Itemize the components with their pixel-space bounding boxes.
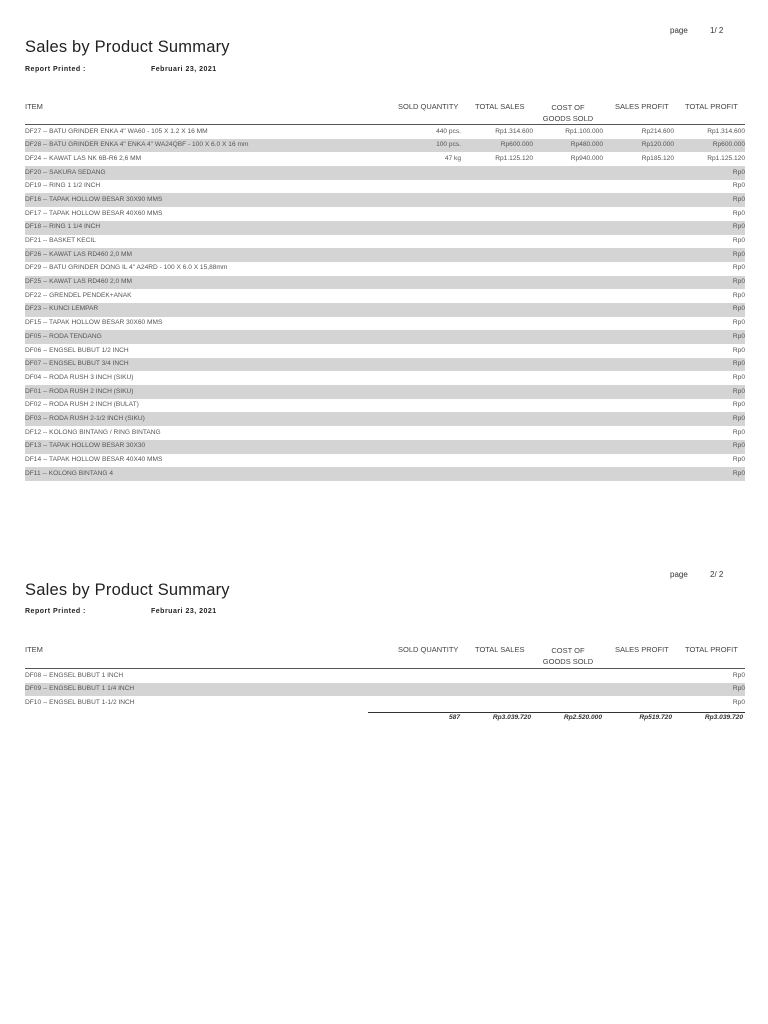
page-number: 1/ 2 bbox=[710, 26, 724, 35]
cell-total-profit: Rp0 bbox=[732, 332, 745, 340]
cell-total-profit: Rp0 bbox=[732, 182, 745, 190]
cell-sold-quantity: 100 pcs. bbox=[436, 141, 461, 149]
table-row bbox=[25, 248, 745, 262]
table-row bbox=[25, 412, 745, 426]
page-label: page bbox=[670, 570, 688, 579]
table-row bbox=[25, 221, 745, 235]
table-header bbox=[25, 102, 745, 122]
table-row bbox=[25, 139, 745, 153]
cell-total-profit: Rp0 bbox=[732, 698, 745, 706]
cell-item: DF08 -- ENGSEL BUBUT 1 INCH bbox=[25, 671, 124, 679]
cell-total-profit: Rp0 bbox=[732, 195, 745, 203]
cell-item: DF13 -- TAPAK HOLLOW BESAR 30X30 bbox=[25, 442, 146, 450]
cell-item: DF09 -- ENGSEL BUBUT 1 1/4 INCH bbox=[25, 685, 135, 693]
cell-cost-of-goods-sold: Rp940.000 bbox=[570, 154, 603, 162]
cell-item: DF03 -- RODA RUSH 2-1/2 INCH (SIKU) bbox=[25, 414, 145, 422]
cell-total-profit: Rp1.125.120 bbox=[707, 154, 745, 162]
header-item: ITEM bbox=[25, 102, 43, 111]
cell-item: DF10 -- ENGSEL BUBUT 1-1/2 INCH bbox=[25, 698, 135, 706]
page-label: page bbox=[670, 26, 688, 35]
page-indicator bbox=[670, 26, 723, 35]
cell-total-profit: Rp0 bbox=[732, 685, 745, 693]
table-row bbox=[25, 235, 745, 249]
total-sales-profit: Rp519.720 bbox=[639, 714, 672, 721]
table-body bbox=[25, 125, 745, 481]
total-sold-quantity: 587 bbox=[448, 714, 460, 721]
table-row bbox=[25, 152, 745, 166]
cell-item: DF22 -- GRENDEL PENDEK+ANAK bbox=[25, 291, 132, 299]
cell-total-profit: Rp0 bbox=[732, 209, 745, 217]
header-total-profit: TOTAL PROFIT bbox=[685, 645, 738, 654]
header-total-profit: TOTAL PROFIT bbox=[685, 102, 738, 111]
cell-item: DF25 -- KAWAT LAS RD460 2,0 MM bbox=[25, 278, 132, 286]
cell-total-profit: Rp0 bbox=[732, 264, 745, 272]
cell-item: DF05 -- RODA TENDANG bbox=[25, 332, 102, 340]
cell-total-profit: Rp0 bbox=[732, 319, 745, 327]
cell-total-profit: Rp0 bbox=[732, 671, 745, 679]
cell-total-profit: Rp1.314.600 bbox=[707, 127, 745, 135]
table-row bbox=[25, 683, 745, 697]
cell-total-profit: Rp0 bbox=[732, 428, 745, 436]
cell-sold-quantity: 47 kg bbox=[444, 154, 461, 162]
table-row bbox=[25, 344, 745, 358]
total-profit: Rp3.039.720 bbox=[704, 714, 743, 721]
cell-total-sales: Rp600.000 bbox=[500, 141, 533, 149]
cell-total-profit: Rp0 bbox=[732, 414, 745, 422]
printed-date: Februari 23, 2021 bbox=[151, 66, 217, 73]
printed-date: Februari 23, 2021 bbox=[151, 608, 217, 615]
report-printed bbox=[25, 608, 217, 615]
cell-item: DF29 -- BATU GRINDER DONG IL 4" A24RD - 100 X 6.0 X 15,88mm bbox=[25, 264, 228, 272]
cell-cost-of-goods-sold: Rp480.000 bbox=[570, 141, 603, 149]
table-row bbox=[25, 696, 745, 710]
table-row bbox=[25, 180, 745, 194]
table-row bbox=[25, 317, 745, 331]
page-indicator bbox=[670, 570, 723, 579]
page-number: 2/ 2 bbox=[710, 570, 724, 579]
cell-sold-quantity: 440 pcs. bbox=[436, 127, 461, 135]
printed-label: Report Printed : bbox=[25, 608, 86, 615]
table-row bbox=[25, 454, 745, 468]
cell-item: DF02 -- RODA RUSH 2 INCH (BULAT) bbox=[25, 401, 139, 409]
cell-total-profit: Rp0 bbox=[732, 223, 745, 231]
cell-total-profit: Rp0 bbox=[732, 168, 745, 176]
cell-item: DF19 -- RING 1 1/2 INCH bbox=[25, 182, 101, 190]
header-total-sales: TOTAL SALES bbox=[475, 102, 525, 111]
totals-divider bbox=[368, 712, 745, 713]
cell-total-profit: Rp0 bbox=[732, 360, 745, 368]
total-cost-of-goods-sold: Rp2.520.000 bbox=[563, 714, 602, 721]
cell-sales-profit: Rp120.000 bbox=[641, 141, 674, 149]
table-row bbox=[25, 440, 745, 454]
cell-total-sales: Rp1.125.120 bbox=[495, 154, 533, 162]
table-row bbox=[25, 303, 745, 317]
total-sales: Rp3.039.720 bbox=[492, 714, 531, 721]
cell-item: DF26 -- KAWAT LAS RD460 2,0 MM bbox=[25, 250, 132, 258]
cell-total-profit: Rp0 bbox=[732, 346, 745, 354]
cell-item: DF28 -- BATU GRINDER ENKA 4" ENKA 4" WA24QBF - 100 X 6.0 X 16 mm bbox=[25, 141, 249, 149]
report-title: Sales by Product Summary bbox=[25, 581, 230, 599]
header-sales-profit: SALES PROFIT bbox=[615, 102, 669, 111]
table-row bbox=[25, 166, 745, 180]
cell-total-profit: Rp0 bbox=[732, 250, 745, 258]
cell-total-profit: Rp0 bbox=[732, 456, 745, 463]
cell-item: DF17 -- TAPAK HOLLOW BESAR 40X60 MMS bbox=[25, 209, 163, 217]
cell-total-profit: Rp0 bbox=[732, 237, 745, 244]
cell-item: DF20 -- SAKURA SEDANG bbox=[25, 168, 106, 176]
header-item: ITEM bbox=[25, 645, 43, 654]
table-row bbox=[25, 358, 745, 372]
table-row bbox=[25, 262, 745, 276]
cell-item: DF04 -- RODA RUSH 3 INCH (SIKU) bbox=[25, 373, 134, 381]
cell-item: DF16 -- TAPAK HOLLOW BESAR 30X90 MMS bbox=[25, 195, 163, 203]
cell-total-profit: Rp0 bbox=[732, 373, 745, 381]
cell-item: DF11 -- KOLONG BINTANG 4 bbox=[25, 469, 114, 477]
cell-sales-profit: Rp214.600 bbox=[641, 127, 674, 135]
table-row bbox=[25, 467, 745, 481]
table-row bbox=[25, 399, 745, 413]
table-row bbox=[25, 426, 745, 440]
report-printed bbox=[25, 66, 217, 73]
cell-item: DF18 -- RING 1 1/4 INCH bbox=[25, 223, 101, 231]
table-body bbox=[25, 669, 745, 710]
cell-total-profit: Rp0 bbox=[732, 442, 745, 450]
cell-item: DF15 -- TAPAK HOLLOW BESAR 30X60 MMS bbox=[25, 319, 163, 327]
table-header bbox=[25, 645, 745, 665]
cell-item: DF27 -- BATU GRINDER ENKA 4" WA60 - 105 X 1.2 X 16 MM bbox=[25, 127, 208, 135]
totals-row bbox=[25, 714, 745, 726]
cell-item: DF14 -- TAPAK HOLLOW BESAR 40X40 MMS bbox=[25, 456, 163, 463]
printed-label: Report Printed : bbox=[25, 66, 86, 73]
cell-item: DF06 -- ENGSEL BUBUT 1/2 INCH bbox=[25, 346, 129, 354]
table-row bbox=[25, 125, 745, 139]
table-row bbox=[25, 193, 745, 207]
cell-cost-of-goods-sold: Rp1.100.000 bbox=[565, 127, 603, 135]
table-row bbox=[25, 207, 745, 221]
header-total-sales: TOTAL SALES bbox=[475, 645, 525, 654]
cell-total-profit: Rp0 bbox=[732, 291, 745, 299]
cell-total-sales: Rp1.314.600 bbox=[495, 127, 533, 135]
cell-item: DF24 -- KAWAT LAS NK 6B-R6 2,6 MM bbox=[25, 154, 142, 162]
header-sold-quantity: SOLD QUANTITY bbox=[398, 645, 459, 654]
table-row bbox=[25, 371, 745, 385]
cell-total-profit: Rp0 bbox=[732, 387, 745, 395]
header-sales-profit: SALES PROFIT bbox=[615, 645, 669, 654]
cell-total-profit: Rp0 bbox=[732, 305, 745, 313]
report-page-2 bbox=[0, 543, 768, 1024]
table-row bbox=[25, 385, 745, 399]
cell-total-profit: Rp600.000 bbox=[712, 141, 745, 149]
cell-sales-profit: Rp185.120 bbox=[641, 154, 674, 162]
header-sold-quantity: SOLD QUANTITY bbox=[398, 102, 459, 111]
cell-item: DF21 -- BASKET KECIL bbox=[25, 237, 96, 244]
header-cost-of-goods-sold: COST OF GOODS SOLD bbox=[542, 103, 594, 123]
table-row bbox=[25, 289, 745, 303]
cell-item: DF12 -- KOLONG BINTANG / RING BINTANG bbox=[25, 428, 161, 436]
cell-total-profit: Rp0 bbox=[732, 278, 745, 286]
cell-item: DF23 -- KUNCI LEMPAR bbox=[25, 305, 99, 313]
cell-item: DF07 -- ENGSEL BUBUT 3/4 INCH bbox=[25, 360, 129, 368]
table-row bbox=[25, 669, 745, 683]
cell-item: DF01 -- RODA RUSH 2 INCH (SIKU) bbox=[25, 387, 134, 395]
cell-total-profit: Rp0 bbox=[732, 469, 745, 477]
header-cost-of-goods-sold: COST OF GOODS SOLD bbox=[542, 646, 594, 666]
table-row bbox=[25, 276, 745, 290]
cell-total-profit: Rp0 bbox=[732, 401, 745, 409]
report-title: Sales by Product Summary bbox=[25, 38, 230, 56]
table-row bbox=[25, 330, 745, 344]
